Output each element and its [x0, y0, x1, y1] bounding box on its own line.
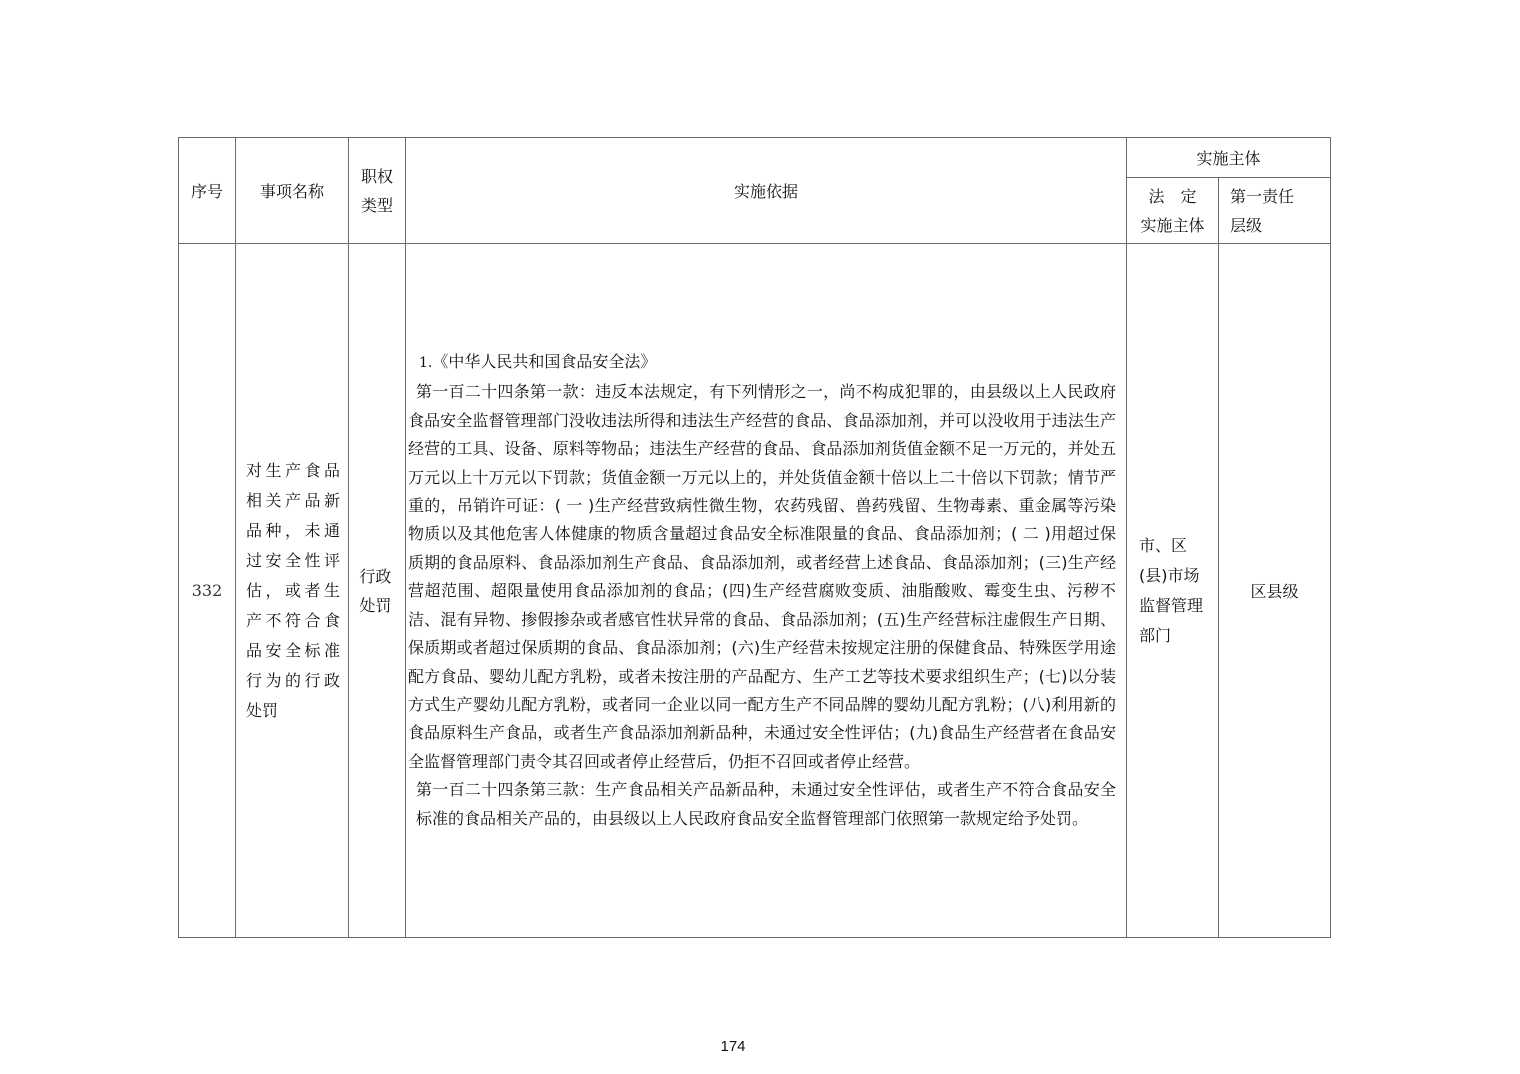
row-legal-subject: 市、区(县)市场监督管理部门 [1127, 244, 1219, 938]
page-number: 174 [720, 1038, 746, 1055]
basis-paragraph-1: 第一百二十四条第一款：违反本法规定，有下列情形之一，尚不构成犯罪的，由县级以上人民政府食品安全监督管理部门没收违法所得和违法生产经营的食品、食品添加剂，并可以没收用于违法生产经营的工具、设备、原料等物品；违法生产经营的食品、食品添加剂货值金额不足一万元的，并处五万元以上十万元以下罚款；货值金额一万元以上的，并处货值金额十倍以上二十倍以下罚款；情节严重的，吊销许可证：( 一 )生产经营致病性微生物，农药残留、兽药残留、生物毒素、重金属等污染物质以及其他危害人体健康的物质含量超过食品安全标准限量的食品、食品添加剂；( 二 )用超过保质期的食品原料、食品添加剂生产食品、食品添加剂，或者经营上述食品、食品添加剂；(三)生产经营超范围、超限量使用食品添加剂的食品；(四)生产经营腐败变质、油脂酸败、霉变生虫、污秽不洁、混有异物、掺假掺杂或者感官性状异常的食品、食品添加剂；(五)生产经营标注虚假生产日期、保质期或者超过保质期的食品、食品添加剂；(六)生产经营未按规定注册的保健食品、特殊医学用途配方食品、婴幼儿配方乳粉，或者未按注册的产品配方、生产工艺等技术要求组织生产；(七)以分装方式生产婴幼儿配方乳粉，或者同一企业以同一配方生产不同品牌的婴幼儿配方乳粉；(八)利用新的食品原料生产食品，或者生产食品添加剂新品种，未通过安全性评估；(九)食品生产经营者在食品安全监督管理部门责令其召回或者停止经营后，仍拒不召回或者停止经营。 [408, 382, 1116, 771]
header-legal-subject [1127, 178, 1219, 244]
header-legal-subject-line1: 法 定 [1148, 186, 1197, 206]
basis-law-title [408, 348, 1116, 377]
header-legal-subject-line2: 实施主体 [1140, 215, 1205, 235]
header-basis: 实施依据 [406, 138, 1127, 244]
basis-law-name: 《中华人民共和国食品安全法》 [432, 352, 657, 372]
header-subject: 实施主体 [1127, 138, 1331, 178]
row-authority-type [349, 244, 406, 938]
header-first-level-line1: 第一责任 [1230, 186, 1295, 206]
header-item-name: 事项名称 [236, 138, 349, 244]
header-first-level [1219, 178, 1331, 244]
basis-paragraph-2: 第一百二十四条第三款：生产食品相关产品新品种，未通过安全性评估，或者生产不符合食品安全标准的食品相关产品的，由县级以上人民政府食品安全监督管理部门依照第一款规定给予处罚。 [416, 780, 1116, 828]
row-basis [406, 244, 1127, 938]
header-serial: 序号 [179, 138, 236, 244]
row-first-level: 区县级 [1219, 244, 1331, 938]
row-serial: 332 [179, 244, 236, 938]
header-authority-type-line1: 职权 [360, 166, 393, 186]
row-authority-type-text: 行政处罚 [359, 566, 392, 615]
header-authority-type [349, 138, 406, 244]
basis-law-number: 1. [419, 355, 433, 372]
header-authority-type-line2: 类型 [360, 195, 393, 215]
table-row [179, 244, 1331, 938]
row-item-name: 对生产食品相关产品新品种，未通过安全性评估，或者生产不符合食品安全标准行为的行政处罚 [236, 244, 349, 938]
authority-table [178, 137, 1331, 938]
header-first-level-line2: 层级 [1230, 215, 1263, 235]
